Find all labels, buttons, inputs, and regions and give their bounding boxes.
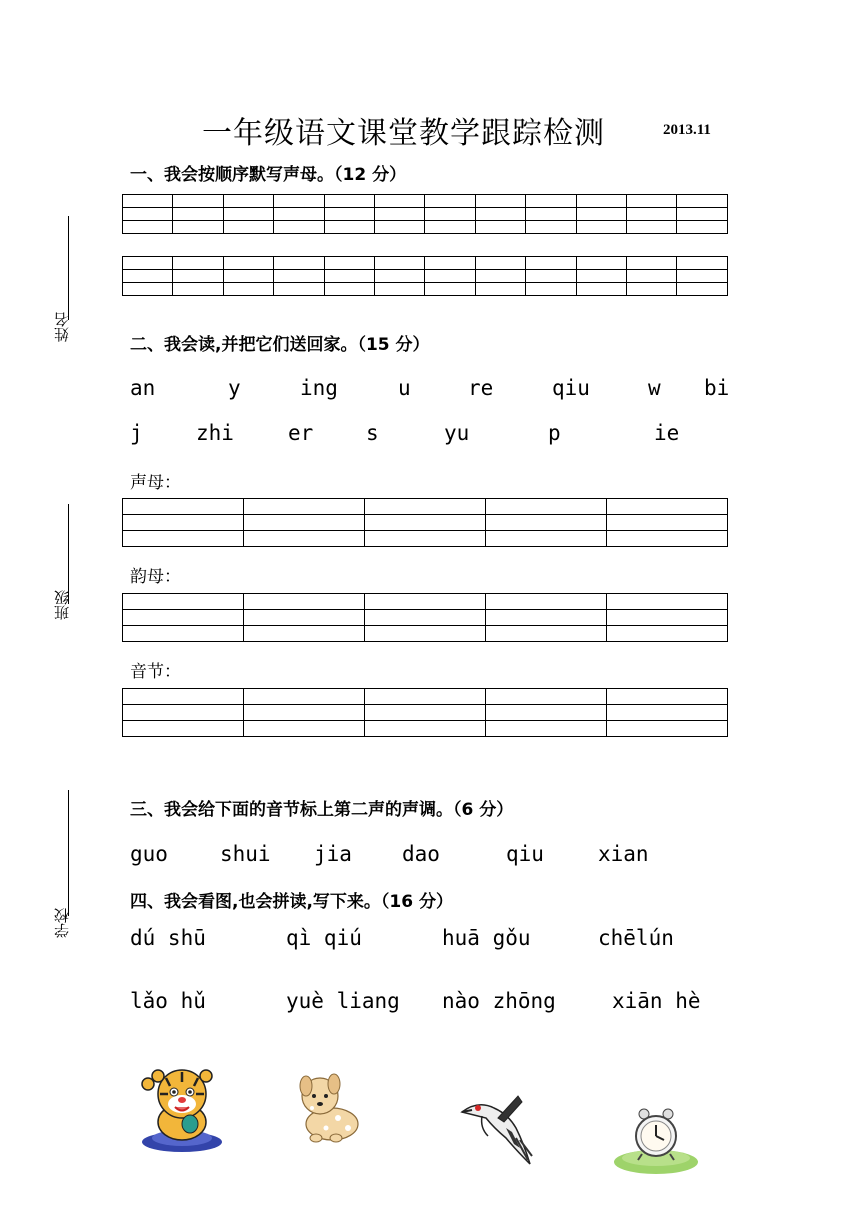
pinyin-item: re: [468, 376, 494, 400]
section1-heading: 一、我会按顺序默写声母。（12 分）: [130, 165, 407, 185]
syllables-label: 音节：: [130, 662, 181, 682]
pinyin-item: y: [228, 376, 241, 400]
word-item: dú shū: [130, 926, 206, 950]
word-item: chēlún: [598, 926, 674, 950]
section3-heading: 三、我会给下面的音节标上第二声的声调。（6 分）: [130, 800, 514, 820]
pinyin-item: j: [130, 421, 143, 445]
word-item: qì qiú: [286, 926, 362, 950]
pinyin-item: u: [398, 376, 411, 400]
alarm-clock-icon: [612, 1106, 700, 1174]
pinyin-item: ing: [300, 376, 338, 400]
crane-icon: [458, 1088, 538, 1168]
pinyin-item: an: [130, 376, 156, 400]
pinyin-item: ie: [654, 421, 680, 445]
syllables-grid[interactable]: [122, 688, 728, 737]
pinyin-item: s: [366, 421, 379, 445]
writing-grid-2[interactable]: [122, 256, 728, 296]
pinyin-item: bi: [704, 376, 730, 400]
section2-heading: 二、我会读,并把它们送回家。（15 分）: [130, 335, 430, 355]
initials-label: 声母：: [130, 473, 181, 493]
pinyin-item: yu: [444, 421, 470, 445]
page-title: 一年级语文课堂教学跟踪检测: [202, 116, 605, 151]
name-label: 姓名: [53, 312, 71, 342]
finals-grid[interactable]: [122, 593, 728, 642]
tiger-icon: [136, 1064, 228, 1154]
word-item: huā gǒu: [442, 926, 531, 950]
pinyin-item: p: [548, 421, 561, 445]
word-item: nào zhōng: [442, 989, 556, 1013]
initials-grid[interactable]: [122, 498, 728, 547]
finals-label: 韵母：: [130, 567, 181, 587]
tone-item: dao: [402, 842, 440, 866]
dog-icon: [296, 1072, 362, 1144]
word-item: xiān hè: [612, 989, 701, 1013]
school-label: 学校: [53, 908, 71, 938]
word-item: lǎo hǔ: [130, 989, 206, 1013]
tone-item: qiu: [506, 842, 544, 866]
tone-item: guo: [130, 842, 168, 866]
writing-grid-1[interactable]: [122, 194, 728, 234]
tone-item: jia: [314, 842, 352, 866]
tone-item: xian: [598, 842, 649, 866]
pinyin-item: zhi: [196, 421, 234, 445]
pinyin-item: w: [648, 376, 661, 400]
pinyin-item: er: [288, 421, 314, 445]
word-item: yuè liang: [286, 989, 400, 1013]
date: 2013.11: [663, 122, 711, 138]
tone-item: shui: [220, 842, 271, 866]
section4-heading: 四、我会看图,也会拼读,写下来。（16 分）: [130, 892, 453, 912]
class-label: 班级: [53, 590, 71, 620]
pinyin-item: qiu: [552, 376, 590, 400]
